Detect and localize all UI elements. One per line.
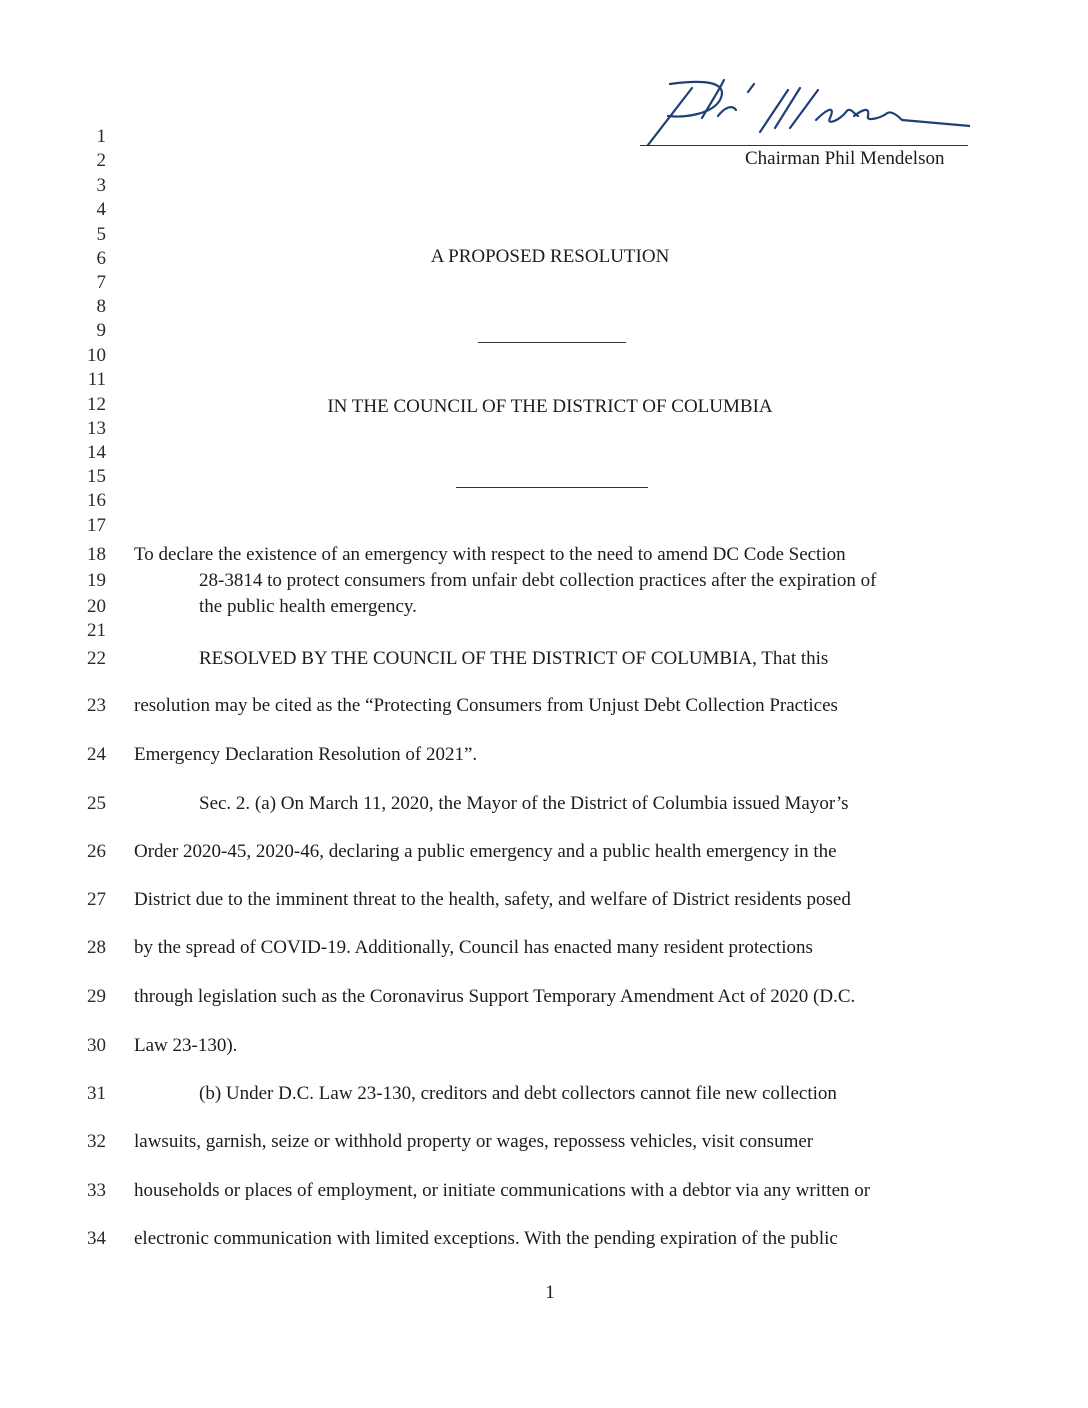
line-number: 31 [87,1083,106,1104]
signature-line [640,145,968,146]
line-number: 17 [87,515,106,536]
line-number: 34 [87,1228,106,1249]
line-number: 12 [87,394,106,415]
line-number: 7 [96,272,106,293]
body-line-28: by the spread of COVID-19. Additionally, Council has enacted many resident protections [134,937,813,958]
line-number: 22 [87,648,106,669]
body-line-27: District due to the imminent threat to the health, safety, and welfare of District residents posed [134,889,851,910]
document-title: A PROPOSED RESOLUTION [430,246,670,267]
line-number: 10 [87,345,106,366]
signature-image [640,70,970,150]
body-line-31: (b) Under D.C. Law 23-130, creditors and debt collectors cannot file new collection [199,1083,837,1104]
line-number: 11 [87,369,106,390]
purpose-line-3: the public health emergency. [199,596,417,617]
line-number: 3 [96,175,106,196]
line-number: 13 [87,418,106,439]
line-number: 21 [87,620,106,641]
line-number: 33 [87,1180,106,1201]
line-number: 9 [96,320,106,341]
body-line-34: electronic communication with limited exceptions. With the pending expiration of the public [134,1228,838,1249]
line-number: 15 [87,466,106,487]
line-number: 20 [87,596,106,617]
line-number: 4 [96,199,106,220]
body-line-33: households or places of employment, or initiate communications with a debtor via any written or [134,1180,871,1201]
signer-caption: Chairman Phil Mendelson [745,148,945,169]
line-number: 14 [87,442,106,463]
body-line-25: Sec. 2. (a) On March 11, 2020, the Mayor of the District of Columbia issued Mayor’s [199,793,849,814]
line-number: 18 [87,544,106,565]
purpose-line-2: 28-3814 to protect consumers from unfair debt collection practices after the expiration of [199,570,877,591]
title-rule [478,342,626,343]
council-heading: IN THE COUNCIL OF THE DISTRICT OF COLUMBIA [327,396,773,417]
line-number: 5 [96,224,106,245]
heading-rule [456,487,648,488]
line-number: 23 [87,695,106,716]
line-number: 16 [87,490,106,511]
line-number: 6 [96,248,106,269]
line-number: 27 [87,889,106,910]
body-line-30: Law 23-130). [134,1035,238,1056]
body-line-22: RESOLVED BY THE COUNCIL OF THE DISTRICT OF COLUMBIA, That this [199,648,829,669]
line-number: 32 [87,1131,106,1152]
line-number: 19 [87,570,106,591]
body-line-26: Order 2020-45, 2020-46, declaring a public emergency and a public health emergency in the [134,841,837,862]
body-line-32: lawsuits, garnish, seize or withhold property or wages, repossess vehicles, visit consumer [134,1131,814,1152]
body-line-29: through legislation such as the Coronavirus Support Temporary Amendment Act of 2020 (D.C. [134,986,856,1007]
purpose-line-1: To declare the existence of an emergency with respect to the need to amend DC Code Section [134,544,846,565]
line-number: 25 [87,793,106,814]
body-line-23: resolution may be cited as the “Protecting Consumers from Unjust Debt Collection Practices [134,695,838,716]
line-number: 8 [96,296,106,317]
line-number: 29 [87,986,106,1007]
line-number: 24 [87,744,106,765]
body-line-24: Emergency Declaration Resolution of 2021”. [134,744,478,765]
line-number: 28 [87,937,106,958]
line-number: 26 [87,841,106,862]
page-number: 1 [545,1282,555,1303]
line-number: 2 [96,150,106,171]
line-number: 30 [87,1035,106,1056]
line-number: 1 [96,126,106,147]
